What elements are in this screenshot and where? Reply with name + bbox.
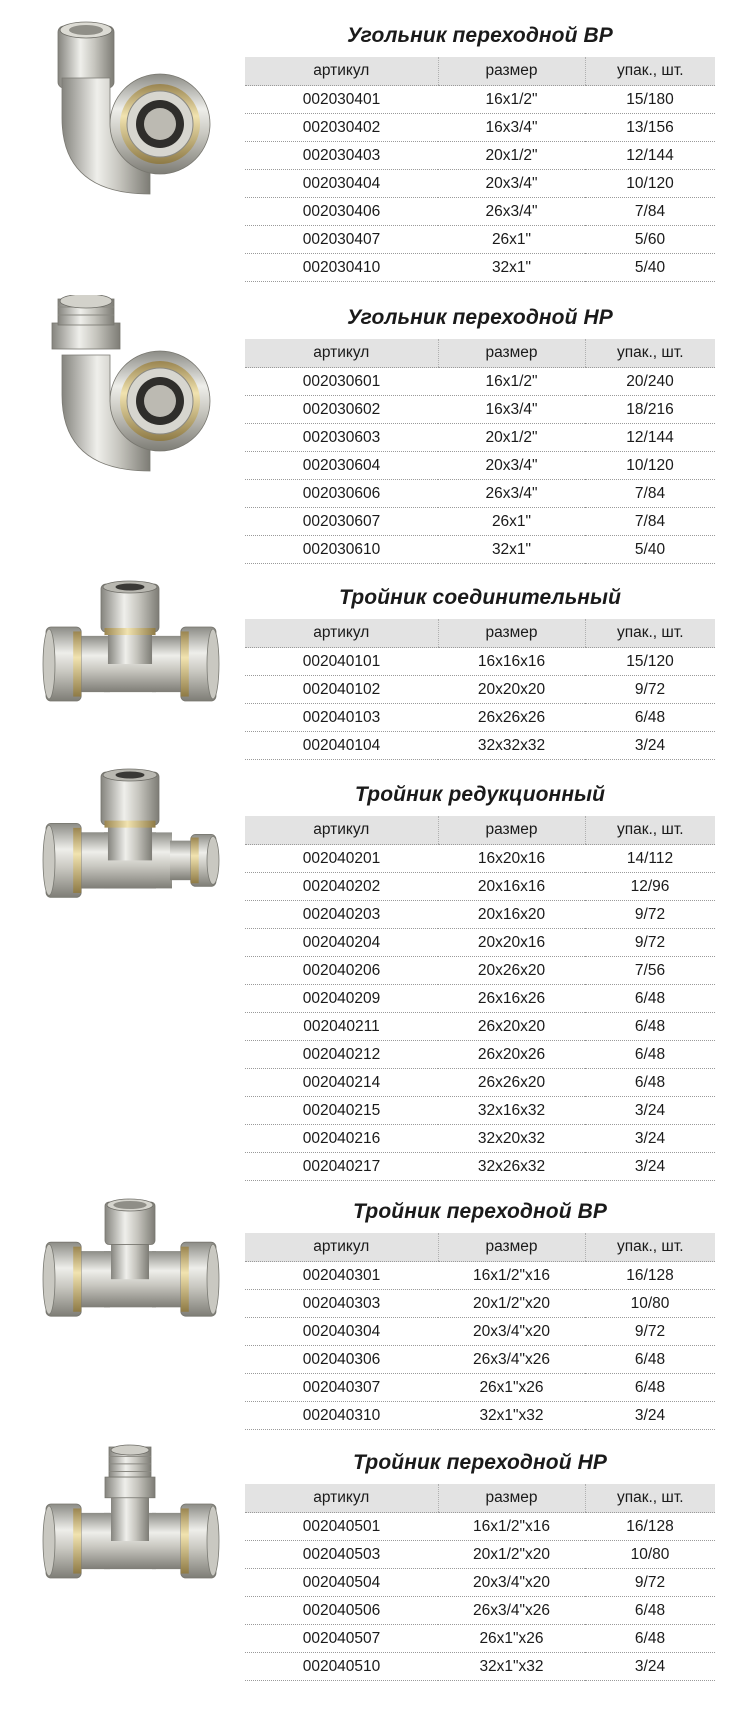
cell-article: 002040307 [245, 1374, 438, 1402]
col-header-size: размер [438, 619, 585, 648]
cell-size: 26x20x20 [438, 1013, 585, 1041]
table-row [245, 1153, 715, 1181]
cell-article: 002030602 [245, 396, 438, 424]
table-row [245, 1097, 715, 1125]
cell-pack: 6/48 [585, 704, 715, 732]
cell-pack: 3/24 [585, 732, 715, 760]
cell-article: 002040507 [245, 1625, 438, 1653]
cell-pack: 7/84 [585, 480, 715, 508]
cell-size: 26x16x26 [438, 985, 585, 1013]
col-header-size: размер [438, 339, 585, 368]
cell-size: 16x3/4" [438, 396, 585, 424]
elbow-male-thread-icon [40, 295, 225, 495]
cell-article: 002040217 [245, 1153, 438, 1181]
cell-pack: 3/24 [585, 1097, 715, 1125]
col-header-article: артикул [245, 1484, 438, 1513]
cell-size: 26x3/4" [438, 480, 585, 508]
cell-pack: 6/48 [585, 1069, 715, 1097]
table-row [245, 1374, 715, 1402]
cell-pack: 9/72 [585, 901, 715, 929]
table-row [245, 226, 715, 254]
cell-size: 26x3/4"x26 [438, 1346, 585, 1374]
cell-pack: 12/96 [585, 873, 715, 901]
table-row [245, 648, 715, 676]
table-row [245, 114, 715, 142]
cell-size: 32x26x32 [438, 1153, 585, 1181]
table-row [245, 676, 715, 704]
cell-pack: 6/48 [585, 1597, 715, 1625]
tee-reducing-icon [40, 768, 225, 933]
cell-article: 002040506 [245, 1597, 438, 1625]
table-row [245, 1513, 715, 1541]
cell-article: 002040303 [245, 1290, 438, 1318]
table-row [245, 1125, 715, 1153]
cell-article: 002030603 [245, 424, 438, 452]
table-row [245, 254, 715, 282]
table-row [245, 873, 715, 901]
table-row [245, 396, 715, 424]
cell-pack: 3/24 [585, 1402, 715, 1430]
cell-pack: 12/144 [585, 424, 715, 452]
cell-pack: 9/72 [585, 1569, 715, 1597]
table-row [245, 1013, 715, 1041]
cell-size: 16x3/4" [438, 114, 585, 142]
cell-size: 20x20x16 [438, 929, 585, 957]
col-header-article: артикул [245, 619, 438, 648]
cell-size: 26x26x26 [438, 704, 585, 732]
cell-size: 26x20x26 [438, 1041, 585, 1069]
col-header-pack: упак., шт. [585, 816, 715, 845]
cell-size: 20x3/4" [438, 170, 585, 198]
cell-pack: 5/40 [585, 254, 715, 282]
col-header-size: размер [438, 1484, 585, 1513]
cell-size: 20x16x20 [438, 901, 585, 929]
col-header-article: артикул [245, 1233, 438, 1262]
cell-size: 16x1/2" [438, 86, 585, 114]
cell-article: 002040104 [245, 732, 438, 760]
col-header-pack: упак., шт. [585, 339, 715, 368]
cell-article: 002040510 [245, 1653, 438, 1681]
table-row [245, 198, 715, 226]
table-row [245, 957, 715, 985]
table-row [245, 1290, 715, 1318]
col-header-pack: упак., шт. [585, 619, 715, 648]
cell-article: 002030401 [245, 86, 438, 114]
cell-size: 20x26x20 [438, 957, 585, 985]
cell-size: 16x1/2"x16 [438, 1513, 585, 1541]
spec-table [245, 1233, 715, 1430]
cell-pack: 5/40 [585, 536, 715, 564]
cell-pack: 6/48 [585, 1625, 715, 1653]
tee-male-thread-icon [40, 1443, 225, 1618]
cell-size: 26x3/4"x26 [438, 1597, 585, 1625]
col-header-article: артикул [245, 816, 438, 845]
table-row [245, 985, 715, 1013]
cell-pack: 6/48 [585, 1041, 715, 1069]
cell-size: 26x1"x26 [438, 1625, 585, 1653]
col-header-pack: упак., шт. [585, 1233, 715, 1262]
cell-pack: 9/72 [585, 929, 715, 957]
cell-pack: 7/84 [585, 198, 715, 226]
section-title: Тройник переходной НР [353, 1451, 607, 1474]
cell-size: 20x16x16 [438, 873, 585, 901]
cell-article: 002040204 [245, 929, 438, 957]
col-header-pack: упак., шт. [585, 1484, 715, 1513]
cell-pack: 16/128 [585, 1262, 715, 1290]
cell-pack: 12/144 [585, 142, 715, 170]
table-row [245, 845, 715, 873]
spec-table [245, 57, 715, 282]
table-row [245, 1653, 715, 1681]
table-row [245, 86, 715, 114]
cell-pack: 3/24 [585, 1653, 715, 1681]
cell-size: 16x1/2" [438, 368, 585, 396]
table-row [245, 1597, 715, 1625]
cell-size: 20x3/4" [438, 452, 585, 480]
table-row [245, 170, 715, 198]
cell-pack: 6/48 [585, 1013, 715, 1041]
cell-size: 32x20x32 [438, 1125, 585, 1153]
cell-article: 002040503 [245, 1541, 438, 1569]
tee-female-thread-icon [40, 1198, 225, 1343]
table-row [245, 1541, 715, 1569]
cell-pack: 6/48 [585, 1374, 715, 1402]
cell-article: 002040102 [245, 676, 438, 704]
cell-size: 32x1"x32 [438, 1402, 585, 1430]
cell-pack: 7/56 [585, 957, 715, 985]
cell-pack: 6/48 [585, 1346, 715, 1374]
cell-article: 002030404 [245, 170, 438, 198]
cell-article: 002030601 [245, 368, 438, 396]
cell-size: 26x1" [438, 508, 585, 536]
cell-pack: 3/24 [585, 1153, 715, 1181]
cell-size: 16x20x16 [438, 845, 585, 873]
cell-article: 002040504 [245, 1569, 438, 1597]
col-header-pack: упак., шт. [585, 57, 715, 86]
cell-size: 20x3/4"x20 [438, 1318, 585, 1346]
table-row [245, 480, 715, 508]
cell-article: 002040203 [245, 901, 438, 929]
cell-size: 20x20x20 [438, 676, 585, 704]
cell-size: 32x1" [438, 254, 585, 282]
table-row [245, 901, 715, 929]
cell-size: 26x26x20 [438, 1069, 585, 1097]
table-row [245, 424, 715, 452]
cell-article: 002040103 [245, 704, 438, 732]
cell-article: 002030406 [245, 198, 438, 226]
cell-article: 002040202 [245, 873, 438, 901]
cell-article: 002040101 [245, 648, 438, 676]
section-title: Тройник редукционный [354, 783, 606, 806]
table-row [245, 142, 715, 170]
cell-article: 002040304 [245, 1318, 438, 1346]
cell-pack: 13/156 [585, 114, 715, 142]
cell-pack: 18/216 [585, 396, 715, 424]
table-row [245, 1569, 715, 1597]
spec-table [245, 619, 715, 760]
col-header-size: размер [438, 1233, 585, 1262]
section-title: Тройник переходной ВР [353, 1200, 607, 1223]
cell-article: 002030610 [245, 536, 438, 564]
cell-pack: 10/80 [585, 1541, 715, 1569]
table-row [245, 508, 715, 536]
cell-article: 002030402 [245, 114, 438, 142]
table-header-row [245, 1233, 715, 1262]
col-header-article: артикул [245, 57, 438, 86]
cell-pack: 16/128 [585, 1513, 715, 1541]
cell-size: 20x1/2"x20 [438, 1541, 585, 1569]
spec-table [245, 339, 715, 564]
cell-article: 002030604 [245, 452, 438, 480]
table-row [245, 452, 715, 480]
table-row [245, 1041, 715, 1069]
table-row [245, 732, 715, 760]
cell-size: 20x1/2" [438, 142, 585, 170]
cell-article: 002040301 [245, 1262, 438, 1290]
cell-size: 20x1/2" [438, 424, 585, 452]
cell-size: 32x16x32 [438, 1097, 585, 1125]
cell-article: 002040306 [245, 1346, 438, 1374]
cell-size: 32x1" [438, 536, 585, 564]
cell-article: 002040216 [245, 1125, 438, 1153]
col-header-size: размер [438, 57, 585, 86]
table-row [245, 1262, 715, 1290]
cell-size: 16x1/2"x16 [438, 1262, 585, 1290]
cell-article: 002040212 [245, 1041, 438, 1069]
cell-pack: 3/24 [585, 1125, 715, 1153]
col-header-size: размер [438, 816, 585, 845]
cell-article: 002040215 [245, 1097, 438, 1125]
cell-pack: 6/48 [585, 985, 715, 1013]
cell-size: 32x32x32 [438, 732, 585, 760]
cell-pack: 10/120 [585, 170, 715, 198]
table-row [245, 1318, 715, 1346]
cell-article: 002030410 [245, 254, 438, 282]
table-row [245, 536, 715, 564]
table-row [245, 929, 715, 957]
cell-article: 002030607 [245, 508, 438, 536]
cell-size: 20x3/4"x20 [438, 1569, 585, 1597]
cell-size: 16x16x16 [438, 648, 585, 676]
cell-size: 26x1"x26 [438, 1374, 585, 1402]
cell-pack: 9/72 [585, 676, 715, 704]
section-title: Тройник соединительный [338, 586, 622, 609]
section-title: Угольник переходной ВР [347, 24, 613, 47]
cell-size: 26x3/4" [438, 198, 585, 226]
cell-pack: 14/112 [585, 845, 715, 873]
cell-size: 20x1/2"x20 [438, 1290, 585, 1318]
cell-article: 002040209 [245, 985, 438, 1013]
cell-pack: 10/80 [585, 1290, 715, 1318]
table-row [245, 1069, 715, 1097]
table-header-row [245, 339, 715, 368]
cell-article: 002040211 [245, 1013, 438, 1041]
table-header-row [245, 57, 715, 86]
table-row [245, 1402, 715, 1430]
elbow-female-thread-icon [40, 18, 225, 218]
cell-article: 002040310 [245, 1402, 438, 1430]
cell-article: 002040214 [245, 1069, 438, 1097]
cell-pack: 9/72 [585, 1318, 715, 1346]
cell-article: 002040201 [245, 845, 438, 873]
table-row [245, 1625, 715, 1653]
spec-table [245, 816, 715, 1181]
table-row [245, 704, 715, 732]
table-header-row [245, 619, 715, 648]
table-row [245, 368, 715, 396]
cell-article: 002030407 [245, 226, 438, 254]
cell-pack: 5/60 [585, 226, 715, 254]
cell-size: 32x1"x32 [438, 1653, 585, 1681]
cell-size: 26x1" [438, 226, 585, 254]
table-row [245, 1346, 715, 1374]
cell-article: 002030606 [245, 480, 438, 508]
cell-pack: 7/84 [585, 508, 715, 536]
cell-pack: 15/120 [585, 648, 715, 676]
cell-pack: 10/120 [585, 452, 715, 480]
cell-article: 002030403 [245, 142, 438, 170]
tee-equal-icon [40, 580, 225, 730]
table-header-row [245, 816, 715, 845]
table-header-row [245, 1484, 715, 1513]
cell-article: 002040501 [245, 1513, 438, 1541]
cell-article: 002040206 [245, 957, 438, 985]
col-header-article: артикул [245, 339, 438, 368]
spec-table [245, 1484, 715, 1681]
cell-pack: 15/180 [585, 86, 715, 114]
cell-pack: 20/240 [585, 368, 715, 396]
section-title: Угольник переходной НР [347, 306, 613, 329]
